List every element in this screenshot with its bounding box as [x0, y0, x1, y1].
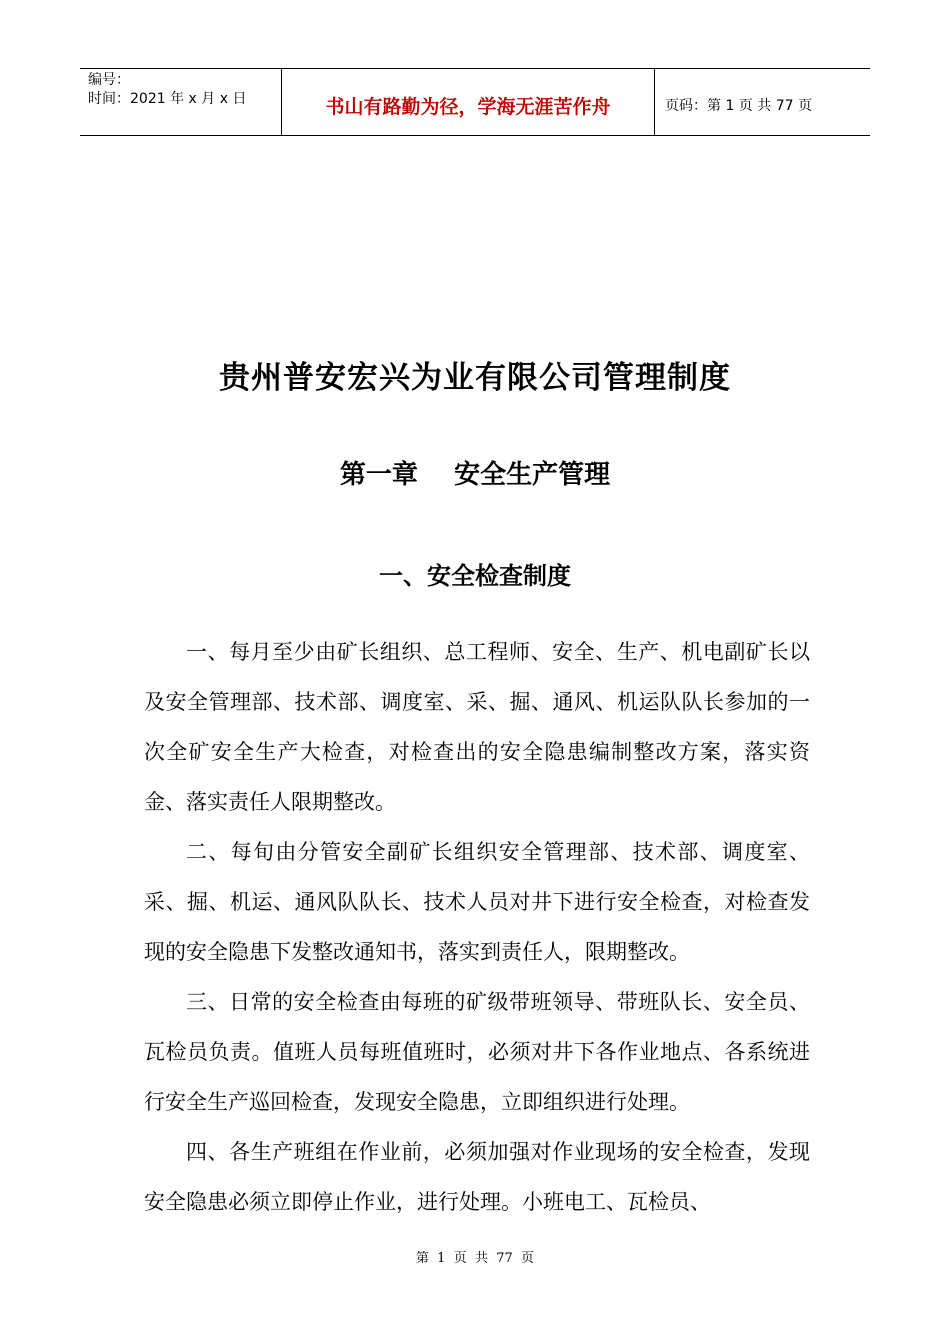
header-meta-cell [80, 69, 282, 135]
paragraph: 二、每旬由分管安全副矿长组织安全管理部、技术部、调度室、采、掘、机运、通风队队长、技术人员对井下进行安全检查，对检查发现的安全隐患下发整改通知书，落实到责任人，限期整改。 [144, 840, 810, 964]
page-footer: 第 1 页 共 77 页 [415, 1251, 535, 1266]
header-page-info: 页码：第 1 页 共 77 页 [665, 98, 812, 114]
header-motto: 书山有路勤为径，学海无涯苦作舟 [282, 69, 655, 135]
document-header [80, 68, 870, 136]
chapter-heading: 第一章 安全生产管理 [339, 460, 611, 490]
section-heading: 一、安全检查制度 [379, 561, 571, 590]
document-title: 贵州普安宏兴为业有限公司管理制度 [219, 360, 731, 396]
paragraph: 三、日常的安全检查由每班的矿级带班领导、带班队长、安全员、瓦检员负责。值班人员每班值班时，必须对井下各作业地点、各系统进行安全生产巡回检查，发现安全隐患，立即组织进行处理。 [144, 990, 810, 1114]
document-number-label: 编号： [88, 72, 130, 88]
paragraph: 一、每月至少由矿长组织、总工程师、安全、生产、机电副矿长以及安全管理部、技术部、调度室、采、掘、通风、机运队队长参加的一次全矿安全生产大检查，对检查出的安全隐患编制整改方案，落实资金、落实责任人限期整改。 [144, 640, 810, 814]
paragraph: 四、各生产班组在作业前，必须加强对作业现场的安全检查，发现安全隐患必须立即停止作业，进行处理。小班电工、瓦检员、 [144, 1140, 810, 1214]
document-body [144, 627, 810, 1227]
document-time-label: 时间：2021 年 x 月 x 日 [88, 91, 247, 107]
